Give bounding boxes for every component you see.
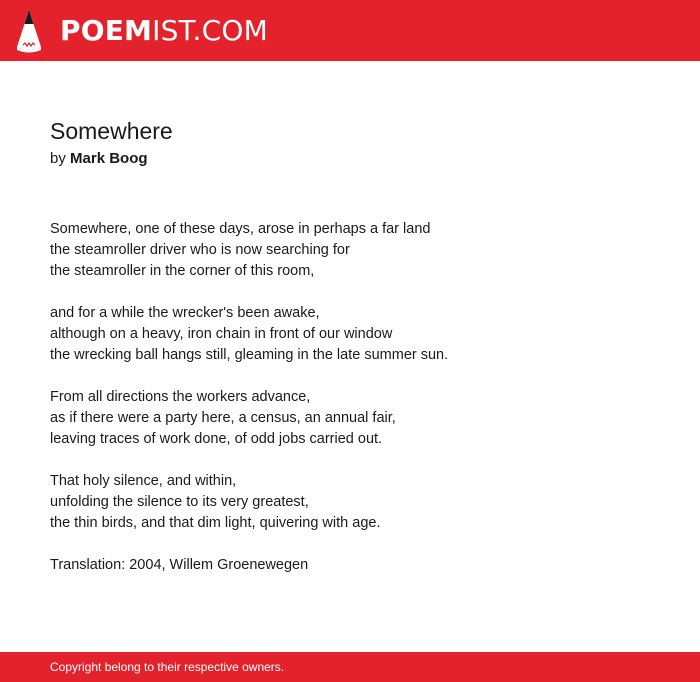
byline-prefix: by	[50, 150, 66, 167]
poem-line: That holy silence, and within,	[50, 473, 237, 489]
poem-body	[50, 219, 650, 576]
stanza-1	[50, 219, 650, 282]
logo-text-light: IST.COM	[152, 14, 268, 47]
author-name: Mark Boog	[70, 150, 148, 167]
translation-credit: Translation: 2004, Willem Groenewegen	[50, 557, 309, 573]
site-footer	[0, 652, 700, 682]
poem-line: unfolding the silence to its very greatest,	[50, 494, 309, 510]
poem-line: Somewhere, one of these days, arose in perhaps a far land	[50, 221, 431, 237]
poem-line: as if there were a party here, a census, an annual fair,	[50, 410, 396, 426]
poem-title: Somewhere	[50, 118, 173, 144]
logo-text-bold: POEM	[60, 14, 153, 47]
poem-line: leaving traces of work done, of odd jobs carried out.	[50, 431, 383, 447]
poem-line: From all directions the workers advance,	[50, 389, 311, 405]
copyright-notice: Copyright belong to their respective owners.	[50, 660, 285, 674]
pencil-tip-icon	[16, 9, 42, 53]
poem-line: the wrecking ball hangs still, gleaming in the late summer sun.	[50, 347, 449, 363]
poem-container	[50, 117, 650, 576]
stanza-3	[50, 387, 650, 450]
poem-line: the steamroller driver who is now searching for	[50, 242, 350, 258]
poem-line: and for a while the wrecker's been awake,	[50, 305, 320, 321]
site-header	[0, 0, 700, 61]
poem-byline	[50, 149, 650, 169]
site-logo-text	[60, 15, 268, 47]
poem-line: the thin birds, and that dim light, quivering with age.	[50, 515, 381, 531]
stanza-2	[50, 303, 650, 366]
site-logo-link[interactable]	[16, 8, 268, 54]
poem-line: although on a heavy, iron chain in front of our window	[50, 326, 393, 342]
stanza-4	[50, 471, 650, 534]
poem-line: the steamroller in the corner of this room,	[50, 263, 315, 279]
